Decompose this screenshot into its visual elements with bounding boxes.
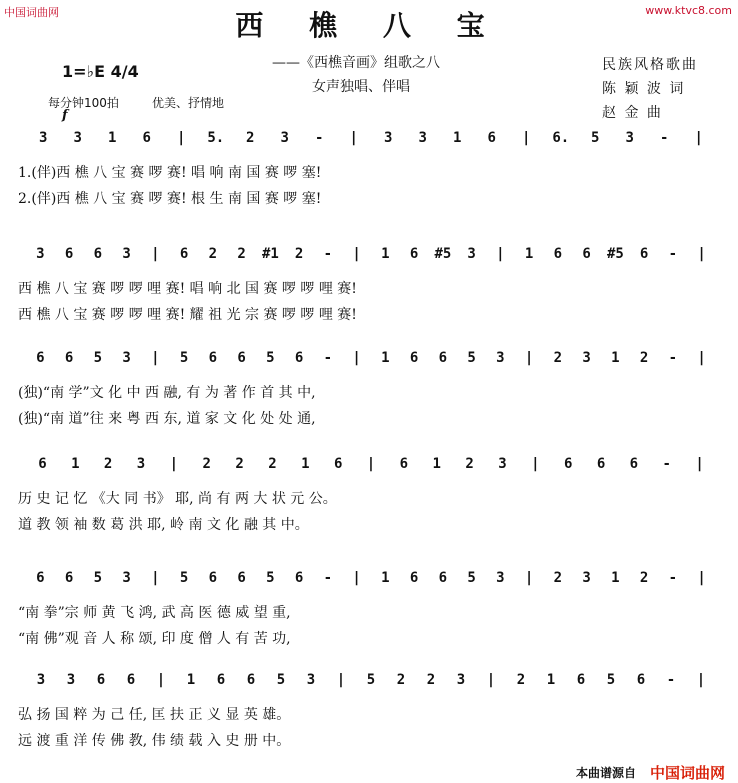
note: 6 — [294, 570, 304, 586]
notation-row — [26, 130, 716, 146]
note: 6 — [36, 570, 45, 586]
note: 3 — [498, 456, 507, 472]
note: 6 — [142, 130, 151, 146]
note: 5 — [606, 672, 616, 688]
note: 3 — [39, 130, 48, 146]
bar-line: | — [524, 350, 534, 366]
note: 3 — [36, 246, 45, 262]
bar-line: | — [697, 570, 706, 586]
lyrics-verse-1: 西 樵 八 宝 赛 啰 啰 哩 赛! 唱 响 北 国 赛 啰 啰 哩 赛! — [18, 281, 357, 297]
note: - — [668, 570, 678, 586]
lyrics-verse-1: 历 史 记 忆 《大 同 书》 耶, 尚 有 两 大 状 元 公。 — [18, 491, 337, 507]
notation-row — [26, 570, 716, 586]
note: 2 — [553, 350, 563, 366]
notation-row — [26, 350, 716, 366]
note: 3 — [456, 672, 466, 688]
note: 1 — [301, 456, 310, 472]
note: 3 — [467, 246, 476, 262]
lyrics-verse-1: “南 拳”宗 师 黄 飞 鸿, 武 高 医 德 威 望 重, — [18, 605, 291, 621]
note: 5 — [179, 570, 189, 586]
tempo-marking: 每分钟100拍 — [48, 96, 119, 110]
bar-line: | — [697, 350, 706, 366]
note: 6 — [216, 672, 226, 688]
lyrics-verse-2: (独)“南 道”往 来 粤 西 东, 道 家 文 化 处 处 通, — [18, 411, 316, 427]
lyrics-verse-1: 1.(伴)西 樵 八 宝 赛 啰 赛! 唱 响 南 国 赛 啰 塞! — [18, 165, 322, 181]
note: 2 — [294, 246, 304, 262]
note: 3 — [36, 672, 46, 688]
note: 6 — [294, 350, 304, 366]
footer-label: 本曲谱源自 — [576, 766, 637, 780]
bar-line: | — [486, 672, 496, 688]
subtitle-performance: 女声独唱、伴唱 — [312, 79, 410, 95]
note: 6 — [126, 672, 136, 688]
note: 3 — [418, 130, 427, 146]
note: #5 — [606, 246, 624, 262]
note: #5 — [434, 246, 452, 262]
note: 3 — [73, 130, 82, 146]
song-title: 西 樵 八 宝 — [235, 9, 503, 42]
note: - — [660, 130, 669, 146]
note: - — [323, 246, 333, 262]
bar-line: | — [524, 570, 534, 586]
note: 3 — [625, 130, 634, 146]
note: 3 — [122, 246, 131, 262]
bar-line: | — [522, 130, 531, 146]
note: 3 — [306, 672, 316, 688]
note: 3 — [122, 570, 131, 586]
note: 6 — [64, 350, 74, 366]
note: 2 — [396, 672, 406, 688]
watermark-left: 中国词曲网 — [4, 6, 59, 19]
note: 1 — [71, 456, 80, 472]
note: 5 — [467, 570, 476, 586]
note: 3 — [280, 130, 289, 146]
note: 6 — [208, 570, 218, 586]
note: 1 — [186, 672, 196, 688]
note: 5 — [591, 130, 600, 146]
note: 6 — [64, 570, 74, 586]
bar-line: | — [352, 350, 361, 366]
bar-line: | — [697, 246, 706, 262]
bar-line: | — [352, 570, 361, 586]
note: 1 — [611, 350, 620, 366]
note: 2 — [208, 246, 218, 262]
note: 6 — [563, 456, 573, 472]
note: - — [323, 350, 333, 366]
bar-line: | — [151, 246, 160, 262]
note: 5 — [266, 350, 275, 366]
note: 3 — [582, 350, 591, 366]
bar-line: | — [151, 570, 160, 586]
expression-marking: 优美、抒情地 — [152, 96, 225, 110]
note: 3 — [496, 570, 505, 586]
note: 6 — [333, 456, 343, 472]
note: 5 — [467, 350, 476, 366]
note: 6 — [399, 456, 409, 472]
bar-line: | — [352, 246, 361, 262]
dynamic-marking: f — [62, 108, 68, 123]
note: 2 — [465, 456, 474, 472]
bar-line: | — [531, 456, 540, 472]
note: 2 — [235, 456, 244, 472]
note: 3 — [122, 350, 131, 366]
note: 6 — [629, 456, 639, 472]
note: 6 — [582, 246, 591, 262]
note: 1 — [381, 350, 390, 366]
watermark-right: www.ktvc8.com — [645, 4, 732, 17]
note: 5 — [266, 570, 275, 586]
note: #1 — [261, 246, 279, 262]
note: 2 — [639, 350, 649, 366]
note: - — [323, 570, 333, 586]
bar-line: | — [177, 130, 186, 146]
notation-row — [26, 456, 716, 472]
bar-line: | — [169, 456, 179, 472]
bar-line: | — [151, 350, 160, 366]
note: 2 — [103, 456, 113, 472]
note: 2 — [246, 130, 255, 146]
note: 2 — [202, 456, 211, 472]
note: 6 — [576, 672, 586, 688]
note: 6 — [409, 350, 419, 366]
note: 2 — [516, 672, 526, 688]
credit-lyricist: 陈 颖 波 词 — [602, 81, 686, 97]
note: 5. — [207, 130, 225, 146]
notation-row — [26, 246, 716, 262]
note: - — [662, 456, 671, 472]
note: 1 — [432, 456, 441, 472]
note: 2 — [426, 672, 436, 688]
note: 6 — [438, 570, 448, 586]
note: 6 — [208, 350, 218, 366]
bar-line: | — [156, 672, 166, 688]
note: 1 — [453, 130, 462, 146]
note: 3 — [384, 130, 393, 146]
bar-line: | — [336, 672, 346, 688]
note: 6 — [409, 570, 419, 586]
note: 6 — [93, 246, 103, 262]
note: 6 — [639, 246, 649, 262]
note: 6. — [552, 130, 570, 146]
note: 2 — [268, 456, 277, 472]
credit-style: 民族风格歌曲 — [602, 57, 698, 73]
note: 3 — [66, 672, 76, 688]
lyrics-verse-1: (独)“南 学”文 化 中 西 融, 有 为 著 作 首 其 中, — [18, 385, 316, 401]
credit-composer: 赵 金 曲 — [602, 105, 663, 121]
note: 6 — [438, 350, 448, 366]
note: 6 — [553, 246, 563, 262]
key-signature: 1=♭E 4/4 — [62, 62, 139, 81]
note: 5 — [179, 350, 189, 366]
note: 2 — [553, 570, 563, 586]
lyrics-verse-1: 弘 扬 国 粹 为 己 任, 匡 扶 正 义 显 英 雄。 — [18, 707, 291, 723]
lyrics-verse-2: 道 教 领 袖 数 葛 洪 耶, 岭 南 文 化 融 其 中。 — [18, 517, 309, 533]
note: 1 — [381, 570, 390, 586]
lyrics-verse-2: 远 渡 重 洋 传 佛 教, 伟 绩 载 入 史 册 中。 — [18, 733, 291, 749]
note: - — [668, 246, 678, 262]
note: 6 — [246, 672, 256, 688]
lyrics-verse-2: 西 樵 八 宝 赛 啰 啰 哩 赛! 耀 祖 光 宗 赛 啰 啰 哩 赛! — [18, 307, 357, 323]
note: 1 — [524, 246, 534, 262]
note: 6 — [636, 672, 646, 688]
bar-line: | — [695, 456, 704, 472]
note: 2 — [639, 570, 649, 586]
note: 6 — [237, 570, 246, 586]
note: 1 — [546, 672, 556, 688]
note: 6 — [409, 246, 419, 262]
bar-line: | — [366, 456, 376, 472]
note: 5 — [93, 570, 103, 586]
note: 6 — [64, 246, 74, 262]
bar-line: | — [496, 246, 505, 262]
note: 3 — [136, 456, 146, 472]
lyrics-verse-2: 2.(伴)西 樵 八 宝 赛 啰 赛! 根 生 南 国 赛 啰 塞! — [18, 191, 322, 207]
bar-line: | — [696, 672, 706, 688]
lyrics-verse-2: “南 佛”观 音 人 称 颂, 印 度 僧 人 有 苦 功, — [18, 631, 291, 647]
note: 1 — [381, 246, 390, 262]
note: 3 — [496, 350, 505, 366]
note: 6 — [487, 130, 496, 146]
notation-row — [26, 672, 716, 688]
note: - — [666, 672, 676, 688]
note: 1 — [611, 570, 620, 586]
note: 6 — [237, 350, 246, 366]
note: - — [668, 350, 678, 366]
bar-line: | — [694, 130, 703, 146]
note: 6 — [179, 246, 189, 262]
note: 5 — [366, 672, 376, 688]
note: 2 — [237, 246, 246, 262]
footer-source: 中国词曲网 — [650, 764, 726, 782]
note: 3 — [582, 570, 591, 586]
note: 5 — [276, 672, 286, 688]
note: 6 — [36, 350, 45, 366]
subtitle-suite: ——《西樵音画》组歌之八 — [272, 55, 440, 71]
bar-line: | — [349, 130, 358, 146]
note: 5 — [93, 350, 103, 366]
note: 6 — [96, 672, 106, 688]
note: 1 — [108, 130, 117, 146]
note: - — [315, 130, 324, 146]
note: 6 — [38, 456, 47, 472]
note: 6 — [596, 456, 606, 472]
